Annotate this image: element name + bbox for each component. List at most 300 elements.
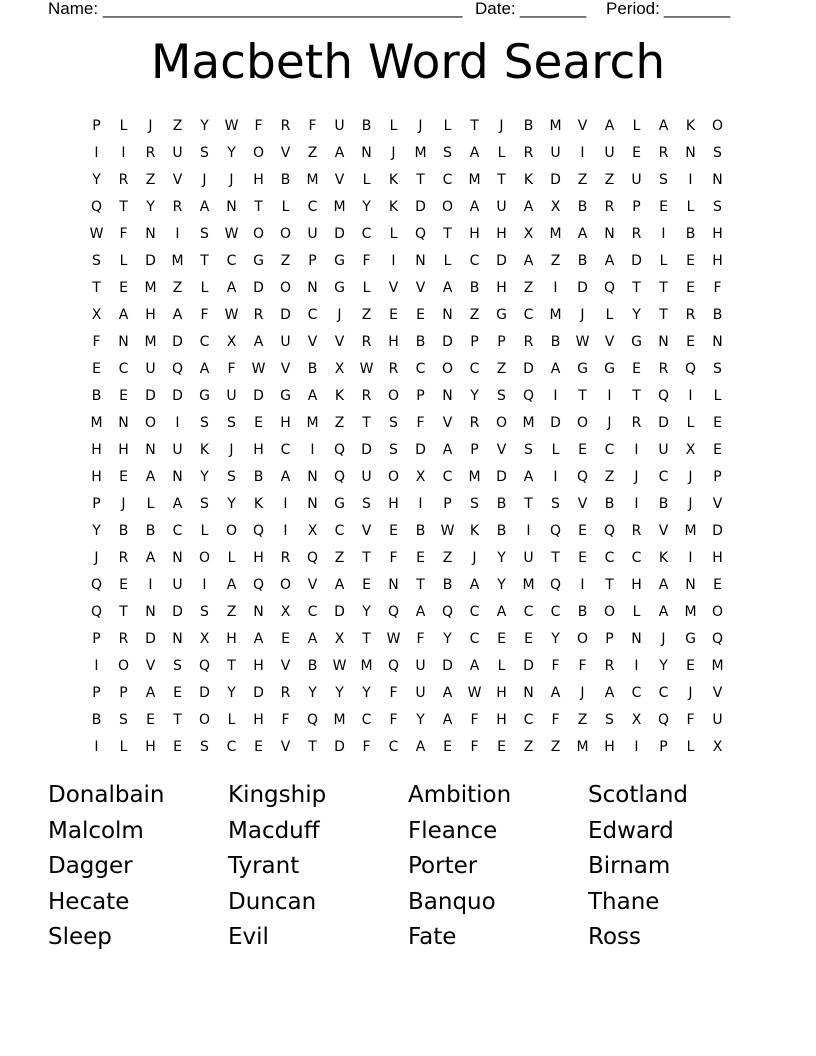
grid-letter: V xyxy=(307,577,318,593)
grid-letter: Q xyxy=(549,523,562,539)
grid-letter: U xyxy=(334,118,345,134)
grid-letter: K xyxy=(199,442,210,458)
grid-letter: Z xyxy=(361,307,372,323)
word-list-item: Tyrant xyxy=(228,853,300,880)
grid-letter: A xyxy=(334,577,345,593)
grid-letter: M xyxy=(144,280,157,296)
grid-letter: N xyxy=(712,334,723,350)
grid-letter: D xyxy=(253,388,264,404)
grid-letter: X xyxy=(523,226,534,242)
grid-letter: G xyxy=(334,496,345,512)
grid-letter: Z xyxy=(496,361,507,377)
grid-letter: R xyxy=(658,361,669,377)
grid-letter: W xyxy=(440,523,455,539)
grid-letter: E xyxy=(362,577,371,593)
grid-letter: C xyxy=(334,523,345,539)
grid-letter: L xyxy=(632,604,641,620)
grid-letter: H xyxy=(631,577,642,593)
grid-letter: B xyxy=(361,118,372,134)
grid-letter: I xyxy=(121,145,126,161)
grid-letter: B xyxy=(496,523,507,539)
grid-letter: S xyxy=(713,145,722,161)
grid-letter: U xyxy=(415,685,426,701)
grid-letter: V xyxy=(334,334,345,350)
grid-letter: H xyxy=(91,469,102,485)
grid-letter: D xyxy=(712,523,723,539)
grid-letter: A xyxy=(118,307,129,323)
grid-letter: A xyxy=(496,604,507,620)
period-field[interactable]: _______ xyxy=(664,0,731,18)
grid-letter: N xyxy=(172,469,183,485)
grid-letter: A xyxy=(604,118,615,134)
grid-letter: F xyxy=(254,118,263,134)
grid-letter: L xyxy=(281,199,290,215)
grid-letter: H xyxy=(712,226,723,242)
grid-letter: D xyxy=(253,280,264,296)
grid-letter: W xyxy=(467,685,482,701)
grid-letter: B xyxy=(550,334,561,350)
grid-letter: E xyxy=(443,739,452,755)
date-field[interactable]: _______ xyxy=(520,0,587,18)
grid-letter: J xyxy=(688,685,693,701)
grid-letter: N xyxy=(145,604,156,620)
grid-letter: A xyxy=(550,361,561,377)
grid-letter: X xyxy=(550,199,561,215)
grid-letter: A xyxy=(172,307,183,323)
grid-letter: J xyxy=(94,550,99,566)
grid-letter: H xyxy=(496,712,507,728)
grid-letter: V xyxy=(280,658,291,674)
grid-letter: F xyxy=(119,226,128,242)
grid-letter: F xyxy=(578,658,587,674)
grid-letter: I xyxy=(175,415,180,431)
grid-letter: A xyxy=(415,604,426,620)
grid-letter: E xyxy=(254,739,263,755)
grid-letter: G xyxy=(334,280,345,296)
grid-letter: R xyxy=(604,658,615,674)
grid-letter: E xyxy=(119,577,128,593)
grid-letter: E xyxy=(713,415,722,431)
grid-letter: M xyxy=(333,199,346,215)
grid-letter: X xyxy=(280,604,291,620)
grid-letter: C xyxy=(469,631,480,647)
grid-letter: T xyxy=(578,388,587,404)
grid-letter: L xyxy=(686,199,695,215)
grid-letter: L xyxy=(497,145,506,161)
grid-letter: D xyxy=(361,442,372,458)
grid-letter: B xyxy=(307,658,318,674)
grid-letter: D xyxy=(334,604,345,620)
grid-letter: D xyxy=(172,388,183,404)
grid-letter: Z xyxy=(604,172,615,188)
grid-letter: R xyxy=(361,388,372,404)
grid-letter: C xyxy=(280,442,291,458)
grid-letter: H xyxy=(280,415,291,431)
grid-letter: B xyxy=(145,523,156,539)
grid-letter: T xyxy=(524,496,533,512)
grid-letter: Y xyxy=(227,496,236,512)
grid-letter: Y xyxy=(551,631,560,647)
grid-letter: F xyxy=(200,307,209,323)
grid-letter: E xyxy=(173,739,182,755)
grid-letter: A xyxy=(334,145,345,161)
grid-letter: H xyxy=(145,307,156,323)
grid-letter: O xyxy=(198,550,211,566)
grid-letter: M xyxy=(414,145,427,161)
grid-letter: Q xyxy=(576,469,589,485)
grid-letter: Q xyxy=(603,523,616,539)
grid-letter: L xyxy=(497,658,506,674)
grid-letter: Q xyxy=(387,604,400,620)
grid-letter: F xyxy=(551,712,560,728)
grid-letter: G xyxy=(199,388,210,404)
grid-letter: E xyxy=(92,361,101,377)
grid-letter: U xyxy=(523,550,534,566)
grid-letter: A xyxy=(442,442,453,458)
grid-letter: Z xyxy=(577,712,588,728)
grid-letter: D xyxy=(631,253,642,269)
grid-letter: V xyxy=(361,523,372,539)
grid-letter: Z xyxy=(469,307,480,323)
grid-letter: Y xyxy=(497,577,506,593)
grid-letter: C xyxy=(415,361,426,377)
grid-letter: N xyxy=(118,334,129,350)
grid-letter: F xyxy=(416,631,425,647)
grid-letter: A xyxy=(280,469,291,485)
grid-letter: R xyxy=(118,631,129,647)
grid-letter: Y xyxy=(227,685,236,701)
grid-letter: I xyxy=(607,388,612,404)
grid-letter: D xyxy=(658,415,669,431)
grid-letter: Q xyxy=(333,442,346,458)
grid-letter: U xyxy=(361,469,372,485)
grid-letter: I xyxy=(94,739,99,755)
grid-letter: V xyxy=(577,118,588,134)
grid-letter: A xyxy=(523,469,534,485)
grid-letter: H xyxy=(91,442,102,458)
grid-letter: T xyxy=(659,280,668,296)
word-list-item: Thane xyxy=(588,888,660,915)
grid-letter: W xyxy=(224,226,239,242)
grid-letter: L xyxy=(200,523,209,539)
grid-letter: Q xyxy=(252,577,265,593)
grid-letter: L xyxy=(686,415,695,431)
grid-letter: L xyxy=(362,280,371,296)
grid-letter: I xyxy=(688,550,693,566)
grid-letter: C xyxy=(388,739,399,755)
grid-letter: P xyxy=(470,442,479,458)
grid-letter: A xyxy=(658,604,669,620)
grid-letter: C xyxy=(172,523,183,539)
grid-letter: N xyxy=(253,604,264,620)
grid-letter: E xyxy=(119,280,128,296)
grid-letter: R xyxy=(280,685,291,701)
grid-letter: M xyxy=(576,739,589,755)
word-list-item: Fate xyxy=(408,924,457,951)
grid-letter: A xyxy=(415,739,426,755)
grid-letter: E xyxy=(632,145,641,161)
grid-letter: T xyxy=(443,226,452,242)
date-label: Date: xyxy=(475,0,516,18)
student-info-header xyxy=(48,0,748,21)
grid-letter: Y xyxy=(200,469,209,485)
grid-letter: I xyxy=(526,523,531,539)
grid-letter: E xyxy=(686,280,695,296)
grid-letter: B xyxy=(253,469,264,485)
grid-letter: R xyxy=(280,550,291,566)
grid-letter: J xyxy=(418,118,423,134)
grid-letter: T xyxy=(173,712,182,728)
grid-letter: W xyxy=(224,307,239,323)
grid-letter: E xyxy=(659,199,668,215)
grid-letter: D xyxy=(577,280,588,296)
grid-letter: B xyxy=(577,199,588,215)
grid-letter: B xyxy=(442,577,453,593)
grid-letter: A xyxy=(226,577,237,593)
grid-letter: N xyxy=(658,334,669,350)
grid-letter: T xyxy=(659,307,668,323)
grid-letter: R xyxy=(118,172,129,188)
grid-letter: B xyxy=(658,496,669,512)
grid-letter: G xyxy=(253,253,264,269)
grid-letter: I xyxy=(175,226,180,242)
grid-letter: N xyxy=(604,226,615,242)
grid-letter: R xyxy=(631,523,642,539)
grid-letter: T xyxy=(254,199,263,215)
grid-letter: M xyxy=(144,334,157,350)
grid-letter: T xyxy=(497,172,506,188)
grid-letter: R xyxy=(523,145,534,161)
grid-letter: B xyxy=(415,523,426,539)
grid-letter: J xyxy=(580,307,585,323)
grid-letter: D xyxy=(145,631,156,647)
grid-letter: H xyxy=(118,442,129,458)
grid-letter: V xyxy=(712,685,723,701)
grid-letter: U xyxy=(172,577,183,593)
grid-letter: D xyxy=(415,199,426,215)
grid-letter: A xyxy=(199,361,210,377)
grid-letter: D xyxy=(415,442,426,458)
grid-letter: P xyxy=(416,388,425,404)
word-list xyxy=(48,778,768,958)
grid-letter: L xyxy=(119,118,128,134)
grid-letter: E xyxy=(578,523,587,539)
grid-letter: B xyxy=(604,496,615,512)
grid-letter: I xyxy=(580,145,585,161)
grid-letter: D xyxy=(199,685,210,701)
grid-letter: P xyxy=(470,334,479,350)
grid-letter: N xyxy=(307,469,318,485)
grid-letter: A xyxy=(577,226,588,242)
grid-letter: X xyxy=(226,334,237,350)
grid-letter: E xyxy=(389,523,398,539)
grid-letter: U xyxy=(415,658,426,674)
grid-letter: G xyxy=(577,361,588,377)
grid-letter: Q xyxy=(90,604,103,620)
grid-letter: O xyxy=(279,577,292,593)
grid-letter: P xyxy=(119,685,128,701)
grid-letter: O xyxy=(225,523,238,539)
grid-letter: L xyxy=(362,172,371,188)
grid-letter: V xyxy=(658,523,669,539)
grid-letter: Z xyxy=(145,172,156,188)
grid-letter: Y xyxy=(362,604,371,620)
grid-letter: H xyxy=(712,550,723,566)
grid-letter: X xyxy=(712,739,723,755)
grid-letter: V xyxy=(172,172,183,188)
grid-letter: Q xyxy=(441,604,454,620)
grid-letter: M xyxy=(684,604,697,620)
grid-letter: T xyxy=(632,280,641,296)
grid-letter: T xyxy=(416,172,425,188)
grid-letter: I xyxy=(418,496,423,512)
grid-letter: C xyxy=(361,712,372,728)
grid-letter: H xyxy=(226,631,237,647)
grid-letter: Q xyxy=(603,280,616,296)
grid-letter: F xyxy=(362,739,371,755)
grid-letter: C xyxy=(523,307,534,323)
grid-letter: O xyxy=(387,469,400,485)
grid-letter: Z xyxy=(172,280,183,296)
word-list-item: Kingship xyxy=(228,782,327,808)
grid-letter: F xyxy=(389,550,398,566)
grid-letter: E xyxy=(497,739,506,755)
grid-letter: N xyxy=(415,253,426,269)
grid-letter: D xyxy=(550,172,561,188)
grid-letter: D xyxy=(334,739,345,755)
grid-letter: B xyxy=(712,307,723,323)
grid-letter: Y xyxy=(497,550,506,566)
grid-letter: N xyxy=(631,631,642,647)
grid-letter: E xyxy=(254,415,263,431)
grid-letter: U xyxy=(604,145,615,161)
grid-letter: C xyxy=(226,739,237,755)
grid-letter: N xyxy=(226,199,237,215)
grid-letter: S xyxy=(200,415,209,431)
grid-letter: G xyxy=(334,253,345,269)
grid-letter: S xyxy=(200,145,209,161)
grid-letter: X xyxy=(307,523,318,539)
grid-letter: W xyxy=(332,658,347,674)
grid-letter: N xyxy=(172,631,183,647)
grid-letter: T xyxy=(605,577,614,593)
name-field[interactable]: ______________________________________ xyxy=(103,0,463,18)
grid-letter: B xyxy=(91,388,102,404)
grid-letter: C xyxy=(604,550,615,566)
grid-letter: Z xyxy=(523,280,534,296)
grid-letter: V xyxy=(604,334,615,350)
grid-letter: I xyxy=(634,442,639,458)
grid-letter: R xyxy=(280,118,291,134)
grid-letter: S xyxy=(524,442,533,458)
grid-letter: G xyxy=(280,388,291,404)
grid-letter: Z xyxy=(442,550,453,566)
grid-letter: P xyxy=(92,496,101,512)
grid-letter: P xyxy=(632,199,641,215)
grid-letter: N xyxy=(523,685,534,701)
grid-letter: X xyxy=(631,712,642,728)
grid-letter: M xyxy=(522,577,535,593)
grid-letter: T xyxy=(200,253,209,269)
grid-letter: F xyxy=(686,712,695,728)
grid-letter: F xyxy=(470,739,479,755)
grid-letter: A xyxy=(145,550,156,566)
period-label: Period: xyxy=(606,0,660,18)
grid-letter: B xyxy=(523,118,534,134)
grid-letter: Y xyxy=(308,685,317,701)
grid-letter: C xyxy=(199,334,210,350)
grid-letter: C xyxy=(307,199,318,215)
grid-letter: V xyxy=(712,496,723,512)
grid-letter: T xyxy=(470,118,479,134)
grid-letter: B xyxy=(118,523,129,539)
name-label: Name: xyxy=(48,0,99,18)
grid-letter: J xyxy=(607,415,612,431)
grid-letter: R xyxy=(658,145,669,161)
grid-letter: L xyxy=(227,550,236,566)
grid-letter: Q xyxy=(306,712,319,728)
grid-letter: A xyxy=(604,685,615,701)
grid-letter: K xyxy=(658,550,669,566)
grid-letter: J xyxy=(229,172,234,188)
grid-letter: H xyxy=(604,739,615,755)
grid-letter: O xyxy=(279,226,292,242)
grid-letter: A xyxy=(469,577,480,593)
grid-letter: K xyxy=(523,172,534,188)
grid-letter: T xyxy=(92,280,101,296)
grid-letter: E xyxy=(119,388,128,404)
grid-letter: A xyxy=(199,199,210,215)
grid-letter: D xyxy=(145,253,156,269)
grid-letter: K xyxy=(685,118,696,134)
grid-letter: M xyxy=(711,658,724,674)
grid-letter: Q xyxy=(198,658,211,674)
grid-letter: L xyxy=(200,280,209,296)
grid-letter: A xyxy=(604,253,615,269)
grid-letter: X xyxy=(334,361,345,377)
grid-letter: A xyxy=(145,685,156,701)
grid-letter: C xyxy=(469,253,480,269)
grid-letter: O xyxy=(198,712,211,728)
grid-letter: H xyxy=(388,496,399,512)
grid-letter: J xyxy=(202,172,207,188)
grid-letter: Z xyxy=(307,145,318,161)
grid-letter: V xyxy=(145,658,156,674)
grid-letter: J xyxy=(472,550,477,566)
grid-letter: O xyxy=(711,118,724,134)
grid-letter: U xyxy=(145,361,156,377)
grid-letter: D xyxy=(172,604,183,620)
word-list-item: Birnam xyxy=(588,853,671,880)
grid-letter: U xyxy=(712,712,723,728)
grid-letter: D xyxy=(496,253,507,269)
word-list-item: Duncan xyxy=(228,888,317,915)
grid-letter: Q xyxy=(252,523,265,539)
grid-letter: A xyxy=(442,280,453,296)
grid-letter: C xyxy=(550,604,561,620)
grid-letter: A xyxy=(523,199,534,215)
grid-letter: A xyxy=(253,631,264,647)
grid-letter: U xyxy=(172,442,183,458)
grid-letter: D xyxy=(442,658,453,674)
grid-letter: V xyxy=(442,415,453,431)
grid-letter: A xyxy=(469,658,480,674)
grid-letter: I xyxy=(634,658,639,674)
grid-letter: Y xyxy=(443,631,452,647)
grid-letter: C xyxy=(226,253,237,269)
grid-letter: F xyxy=(281,712,290,728)
grid-letter: S xyxy=(605,712,614,728)
